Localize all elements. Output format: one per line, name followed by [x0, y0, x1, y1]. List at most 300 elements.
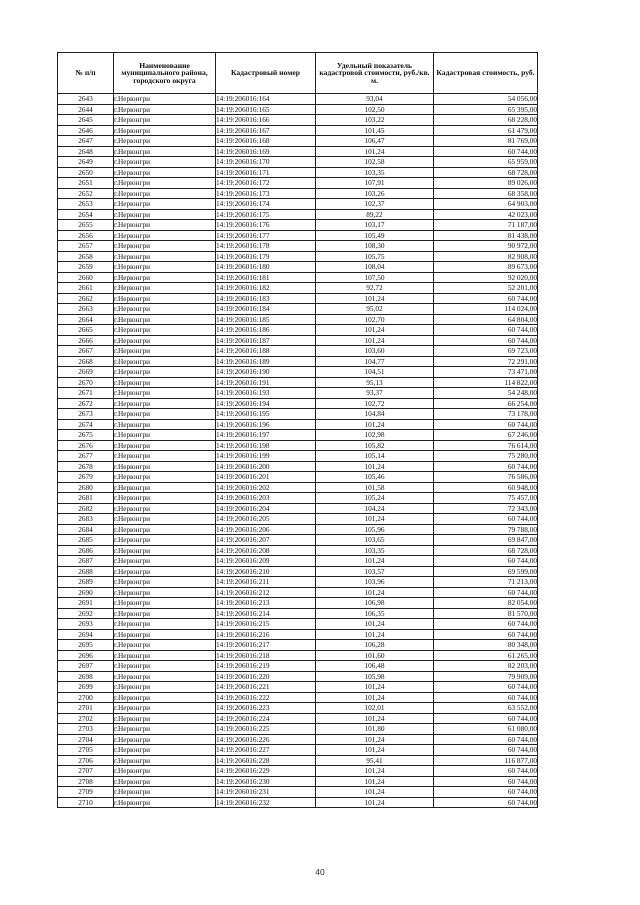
- cadastral-number-cell: 14:19:206016:167: [216, 125, 316, 136]
- table-row: [58, 388, 538, 399]
- municipality-cell: г.Нерюнгри: [114, 524, 216, 535]
- unit-value-cell: 103,35: [316, 167, 434, 178]
- cadastral-number-cell: 14:19:206016:229: [216, 766, 316, 777]
- municipality-cell: г.Нерюнгри: [114, 755, 216, 766]
- municipality-cell: г.Нерюнгри: [114, 157, 216, 168]
- cadastral-value-cell: 60 744,00: [434, 419, 538, 430]
- row-number-cell: 2707: [58, 766, 114, 777]
- row-number-cell: 2682: [58, 503, 114, 514]
- unit-value-cell: 102,37: [316, 199, 434, 210]
- cadastral-number-cell: 14:19:206016:191: [216, 377, 316, 388]
- cadastral-value-cell: 89 026,00: [434, 178, 538, 189]
- cadastral-value-cell: 60 744,00: [434, 787, 538, 798]
- cadastral-value-cell: 60 744,00: [434, 745, 538, 756]
- cadastral-value-cell: 64 903,00: [434, 199, 538, 210]
- unit-value-cell: 107,50: [316, 272, 434, 283]
- cadastral-number-cell: 14:19:206016:187: [216, 335, 316, 346]
- cadastral-value-cell: 116 877,00: [434, 755, 538, 766]
- table-row: [58, 230, 538, 241]
- cadastral-number-cell: 14:19:206016:170: [216, 157, 316, 168]
- cadastral-value-cell: 61 479,00: [434, 125, 538, 136]
- unit-value-cell: 101,24: [316, 293, 434, 304]
- table-row: [58, 272, 538, 283]
- unit-value-cell: 104,24: [316, 503, 434, 514]
- table-row: [58, 776, 538, 787]
- cadastral-value-cell: 68 358,00: [434, 188, 538, 199]
- cadastral-value-table: [57, 52, 538, 808]
- table-header-row: [58, 53, 538, 94]
- table-row: [58, 619, 538, 630]
- municipality-cell: г.Нерюнгри: [114, 713, 216, 724]
- cadastral-value-cell: 69 723,00: [434, 346, 538, 357]
- unit-value-cell: 106,48: [316, 661, 434, 672]
- row-number-cell: 2683: [58, 514, 114, 525]
- cadastral-value-cell: 60 744,00: [434, 692, 538, 703]
- cadastral-number-cell: 14:19:206016:227: [216, 745, 316, 756]
- cadastral-number-cell: 14:19:206016:221: [216, 682, 316, 693]
- cadastral-value-cell: 42 023,00: [434, 209, 538, 220]
- table-body: [58, 94, 538, 808]
- unit-value-cell: 104,84: [316, 409, 434, 420]
- row-number-cell: 2670: [58, 377, 114, 388]
- municipality-cell: г.Нерюнгри: [114, 482, 216, 493]
- unit-value-cell: 101,45: [316, 125, 434, 136]
- cadastral-number-cell: 14:19:206016:185: [216, 314, 316, 325]
- cadastral-value-cell: 67 246,00: [434, 430, 538, 441]
- unit-value-cell: 103,60: [316, 346, 434, 357]
- row-number-cell: 2660: [58, 272, 114, 283]
- row-number-cell: 2680: [58, 482, 114, 493]
- row-number-cell: 2693: [58, 619, 114, 630]
- table-row: [58, 661, 538, 672]
- table-row: [58, 367, 538, 378]
- cadastral-number-cell: 14:19:206016:217: [216, 640, 316, 651]
- unit-value-cell: 106,28: [316, 640, 434, 651]
- cadastral-value-cell: 54 248,00: [434, 388, 538, 399]
- row-number-cell: 2676: [58, 440, 114, 451]
- cadastral-value-cell: 71 213,00: [434, 577, 538, 588]
- municipality-cell: г.Нерюнгри: [114, 188, 216, 199]
- row-number-cell: 2688: [58, 566, 114, 577]
- table-row: [58, 514, 538, 525]
- unit-value-cell: 101,24: [316, 587, 434, 598]
- cadastral-value-cell: 64 804,00: [434, 314, 538, 325]
- table-row: [58, 356, 538, 367]
- row-number-cell: 2646: [58, 125, 114, 136]
- municipality-cell: г.Нерюнгри: [114, 493, 216, 504]
- municipality-cell: г.Нерюнгри: [114, 272, 216, 283]
- municipality-cell: г.Нерюнгри: [114, 682, 216, 693]
- cadastral-number-cell: 14:19:206016:198: [216, 440, 316, 451]
- cadastral-number-cell: 14:19:206016:176: [216, 220, 316, 231]
- municipality-cell: г.Нерюнгри: [114, 178, 216, 189]
- municipality-cell: г.Нерюнгри: [114, 608, 216, 619]
- unit-value-cell: 103,65: [316, 535, 434, 546]
- row-number-cell: 2685: [58, 535, 114, 546]
- table-row: [58, 167, 538, 178]
- cadastral-number-cell: 14:19:206016:180: [216, 262, 316, 273]
- unit-value-cell: 92,72: [316, 283, 434, 294]
- cadastral-value-cell: 60 744,00: [434, 682, 538, 693]
- unit-value-cell: 102,98: [316, 430, 434, 441]
- unit-value-cell: 102,72: [316, 398, 434, 409]
- municipality-cell: г.Нерюнгри: [114, 146, 216, 157]
- cadastral-value-cell: 68 228,00: [434, 115, 538, 126]
- municipality-cell: г.Нерюнгри: [114, 314, 216, 325]
- cadastral-value-cell: 76 614,00: [434, 440, 538, 451]
- cadastral-value-cell: 69 599,00: [434, 566, 538, 577]
- cadastral-value-cell: 60 744,00: [434, 797, 538, 808]
- row-number-cell: 2700: [58, 692, 114, 703]
- cadastral-value-cell: 89 673,00: [434, 262, 538, 273]
- unit-value-cell: 105,46: [316, 472, 434, 483]
- cadastral-value-cell: 54 056,00: [434, 94, 538, 105]
- cadastral-number-cell: 14:19:206016:179: [216, 251, 316, 262]
- row-number-cell: 2690: [58, 587, 114, 598]
- cadastral-value-cell: 60 744,00: [434, 325, 538, 336]
- unit-value-cell: 102,50: [316, 104, 434, 115]
- municipality-cell: г.Нерюнгри: [114, 745, 216, 756]
- row-number-cell: 2647: [58, 136, 114, 147]
- municipality-cell: г.Нерюнгри: [114, 136, 216, 147]
- row-number-cell: 2695: [58, 640, 114, 651]
- cadastral-value-cell: 60 744,00: [434, 514, 538, 525]
- cadastral-number-cell: 14:19:206016:195: [216, 409, 316, 420]
- cadastral-number-cell: 14:19:206016:231: [216, 787, 316, 798]
- table-row: [58, 713, 538, 724]
- cadastral-number-cell: 14:19:206016:193: [216, 388, 316, 399]
- cadastral-number-cell: 14:19:206016:171: [216, 167, 316, 178]
- cadastral-number-cell: 14:19:206016:210: [216, 566, 316, 577]
- municipality-cell: г.Нерюнгри: [114, 566, 216, 577]
- cadastral-value-cell: 60 744,00: [434, 619, 538, 630]
- cadastral-value-cell: 63 552,00: [434, 703, 538, 714]
- cadastral-number-cell: 14:19:206016:189: [216, 356, 316, 367]
- table-row: [58, 503, 538, 514]
- table-row: [58, 797, 538, 808]
- table-row: [58, 566, 538, 577]
- row-number-cell: 2704: [58, 734, 114, 745]
- header-row-number: № п/п: [58, 53, 114, 94]
- table-row: [58, 178, 538, 189]
- table-row: [58, 598, 538, 609]
- cadastral-number-cell: 14:19:206016:194: [216, 398, 316, 409]
- unit-value-cell: 101,24: [316, 745, 434, 756]
- header-municipality: Наименование муниципального района, городского округа: [114, 53, 216, 94]
- cadastral-number-cell: 14:19:206016:207: [216, 535, 316, 546]
- table-row: [58, 157, 538, 168]
- row-number-cell: 2675: [58, 430, 114, 441]
- unit-value-cell: 105,24: [316, 493, 434, 504]
- cadastral-number-cell: 14:19:206016:182: [216, 283, 316, 294]
- unit-value-cell: 89,22: [316, 209, 434, 220]
- row-number-cell: 2681: [58, 493, 114, 504]
- table-row: [58, 703, 538, 714]
- cadastral-value-cell: 72 343,00: [434, 503, 538, 514]
- cadastral-number-cell: 14:19:206016:200: [216, 461, 316, 472]
- municipality-cell: г.Нерюнгри: [114, 577, 216, 588]
- table-row: [58, 94, 538, 105]
- row-number-cell: 2651: [58, 178, 114, 189]
- table-row: [58, 608, 538, 619]
- cadastral-value-cell: 81 769,00: [434, 136, 538, 147]
- cadastral-value-cell: 80 348,00: [434, 640, 538, 651]
- header-unit-cadastral-value: Удельный показатель кадастровой стоимости, руб./кв. м.: [316, 53, 434, 94]
- cadastral-number-cell: 14:19:206016:223: [216, 703, 316, 714]
- row-number-cell: 2665: [58, 325, 114, 336]
- unit-value-cell: 103,35: [316, 545, 434, 556]
- cadastral-number-cell: 14:19:206016:202: [216, 482, 316, 493]
- cadastral-number-cell: 14:19:206016:184: [216, 304, 316, 315]
- unit-value-cell: 101,60: [316, 650, 434, 661]
- table-row: [58, 251, 538, 262]
- cadastral-value-cell: 81 570,00: [434, 608, 538, 619]
- cadastral-value-cell: 60 744,00: [434, 587, 538, 598]
- municipality-cell: г.Нерюнгри: [114, 356, 216, 367]
- municipality-cell: г.Нерюнгри: [114, 325, 216, 336]
- row-number-cell: 2674: [58, 419, 114, 430]
- municipality-cell: г.Нерюнгри: [114, 619, 216, 630]
- cadastral-number-cell: 14:19:206016:177: [216, 230, 316, 241]
- table-row: [58, 461, 538, 472]
- cadastral-value-cell: 81 438,00: [434, 230, 538, 241]
- unit-value-cell: 101,24: [316, 556, 434, 567]
- table-row: [58, 682, 538, 693]
- table-row: [58, 136, 538, 147]
- municipality-cell: г.Нерюнгри: [114, 587, 216, 598]
- cadastral-number-cell: 14:19:206016:212: [216, 587, 316, 598]
- cadastral-value-cell: 69 847,00: [434, 535, 538, 546]
- cadastral-number-cell: 14:19:206016:174: [216, 199, 316, 210]
- cadastral-number-cell: 14:19:206016:169: [216, 146, 316, 157]
- cadastral-value-cell: 52 201,00: [434, 283, 538, 294]
- table-row: [58, 346, 538, 357]
- row-number-cell: 2659: [58, 262, 114, 273]
- unit-value-cell: 93,04: [316, 94, 434, 105]
- cadastral-number-cell: 14:19:206016:215: [216, 619, 316, 630]
- unit-value-cell: 101,24: [316, 419, 434, 430]
- municipality-cell: г.Нерюнгри: [114, 671, 216, 682]
- unit-value-cell: 101,24: [316, 682, 434, 693]
- cadastral-number-cell: 14:19:206016:201: [216, 472, 316, 483]
- unit-value-cell: 101,24: [316, 713, 434, 724]
- municipality-cell: г.Нерюнгри: [114, 209, 216, 220]
- municipality-cell: г.Нерюнгри: [114, 650, 216, 661]
- cadastral-number-cell: 14:19:206016:216: [216, 629, 316, 640]
- cadastral-value-cell: 82 908,00: [434, 251, 538, 262]
- cadastral-number-cell: 14:19:206016:214: [216, 608, 316, 619]
- municipality-cell: г.Нерюнгри: [114, 472, 216, 483]
- cadastral-value-cell: 60 744,00: [434, 293, 538, 304]
- table-row: [58, 629, 538, 640]
- unit-value-cell: 101,80: [316, 724, 434, 735]
- unit-value-cell: 101,24: [316, 325, 434, 336]
- table-row: [58, 640, 538, 651]
- municipality-cell: г.Нерюнгри: [114, 367, 216, 378]
- row-number-cell: 2655: [58, 220, 114, 231]
- cadastral-number-cell: 14:19:206016:230: [216, 776, 316, 787]
- cadastral-number-cell: 14:19:206016:209: [216, 556, 316, 567]
- unit-value-cell: 106,98: [316, 598, 434, 609]
- cadastral-number-cell: 14:19:206016:226: [216, 734, 316, 745]
- cadastral-number-cell: 14:19:206016:196: [216, 419, 316, 430]
- cadastral-number-cell: 14:19:206016:199: [216, 451, 316, 462]
- municipality-cell: г.Нерюнгри: [114, 388, 216, 399]
- cadastral-value-cell: 79 909,00: [434, 671, 538, 682]
- table-row: [58, 650, 538, 661]
- row-number-cell: 2697: [58, 661, 114, 672]
- cadastral-number-cell: 14:19:206016:205: [216, 514, 316, 525]
- cadastral-value-cell: 114 822,00: [434, 377, 538, 388]
- municipality-cell: г.Нерюнгри: [114, 514, 216, 525]
- cadastral-value-cell: 60 744,00: [434, 713, 538, 724]
- table-row: [58, 220, 538, 231]
- row-number-cell: 2662: [58, 293, 114, 304]
- municipality-cell: г.Нерюнгри: [114, 230, 216, 241]
- row-number-cell: 2650: [58, 167, 114, 178]
- table-row: [58, 556, 538, 567]
- row-number-cell: 2667: [58, 346, 114, 357]
- row-number-cell: 2666: [58, 335, 114, 346]
- municipality-cell: г.Нерюнгри: [114, 398, 216, 409]
- cadastral-value-cell: 60 948,00: [434, 482, 538, 493]
- row-number-cell: 2698: [58, 671, 114, 682]
- row-number-cell: 2661: [58, 283, 114, 294]
- municipality-cell: г.Нерюнгри: [114, 283, 216, 294]
- row-number-cell: 2652: [58, 188, 114, 199]
- row-number-cell: 2696: [58, 650, 114, 661]
- municipality-cell: г.Нерюнгри: [114, 503, 216, 514]
- table-row: [58, 199, 538, 210]
- municipality-cell: г.Нерюнгри: [114, 734, 216, 745]
- municipality-cell: г.Нерюнгри: [114, 94, 216, 105]
- unit-value-cell: 108,04: [316, 262, 434, 273]
- unit-value-cell: 106,47: [316, 136, 434, 147]
- row-number-cell: 2708: [58, 776, 114, 787]
- cadastral-number-cell: 14:19:206016:213: [216, 598, 316, 609]
- municipality-cell: г.Нерюнгри: [114, 409, 216, 420]
- cadastral-value-cell: 71 187,00: [434, 220, 538, 231]
- table-row: [58, 493, 538, 504]
- table-row: [58, 104, 538, 115]
- unit-value-cell: 101,24: [316, 766, 434, 777]
- table-row: [58, 440, 538, 451]
- table-row: [58, 419, 538, 430]
- unit-value-cell: 101,24: [316, 734, 434, 745]
- cadastral-number-cell: 14:19:206016:173: [216, 188, 316, 199]
- row-number-cell: 2709: [58, 787, 114, 798]
- row-number-cell: 2643: [58, 94, 114, 105]
- row-number-cell: 2678: [58, 461, 114, 472]
- cadastral-number-cell: 14:19:206016:197: [216, 430, 316, 441]
- table-row: [58, 262, 538, 273]
- table-row: [58, 188, 538, 199]
- cadastral-number-cell: 14:19:206016:181: [216, 272, 316, 283]
- unit-value-cell: 104,77: [316, 356, 434, 367]
- table-row: [58, 587, 538, 598]
- table-row: [58, 293, 538, 304]
- cadastral-value-cell: 60 744,00: [434, 776, 538, 787]
- row-number-cell: 2694: [58, 629, 114, 640]
- row-number-cell: 2663: [58, 304, 114, 315]
- cadastral-number-cell: 14:19:206016:225: [216, 724, 316, 735]
- table-row: [58, 398, 538, 409]
- table-row: [58, 335, 538, 346]
- unit-value-cell: 104,51: [316, 367, 434, 378]
- cadastral-value-cell: 75 457,00: [434, 493, 538, 504]
- row-number-cell: 2657: [58, 241, 114, 252]
- table-row: [58, 524, 538, 535]
- cadastral-value-cell: 60 744,00: [434, 766, 538, 777]
- cadastral-number-cell: 14:19:206016:166: [216, 115, 316, 126]
- cadastral-value-cell: 76 586,00: [434, 472, 538, 483]
- cadastral-number-cell: 14:19:206016:218: [216, 650, 316, 661]
- municipality-cell: г.Нерюнгри: [114, 661, 216, 672]
- table-row: [58, 209, 538, 220]
- row-number-cell: 2653: [58, 199, 114, 210]
- cadastral-value-cell: 60 744,00: [434, 146, 538, 157]
- unit-value-cell: 101,24: [316, 692, 434, 703]
- cadastral-number-cell: 14:19:206016:190: [216, 367, 316, 378]
- unit-value-cell: 101,24: [316, 787, 434, 798]
- row-number-cell: 2649: [58, 157, 114, 168]
- row-number-cell: 2703: [58, 724, 114, 735]
- municipality-cell: г.Нерюнгри: [114, 451, 216, 462]
- cadastral-value-cell: 65 959,00: [434, 157, 538, 168]
- cadastral-value-cell: 68 728,00: [434, 167, 538, 178]
- table-row: [58, 283, 538, 294]
- unit-value-cell: 105,96: [316, 524, 434, 535]
- unit-value-cell: 102,58: [316, 157, 434, 168]
- unit-value-cell: 103,17: [316, 220, 434, 231]
- cadastral-value-cell: 114 024,00: [434, 304, 538, 315]
- row-number-cell: 2645: [58, 115, 114, 126]
- table-row: [58, 724, 538, 735]
- municipality-cell: г.Нерюнгри: [114, 776, 216, 787]
- cadastral-value-cell: 65 395,00: [434, 104, 538, 115]
- municipality-cell: г.Нерюнгри: [114, 262, 216, 273]
- unit-value-cell: 102,70: [316, 314, 434, 325]
- municipality-cell: г.Нерюнгри: [114, 241, 216, 252]
- municipality-cell: г.Нерюнгри: [114, 419, 216, 430]
- table-row: [58, 409, 538, 420]
- cadastral-value-cell: 92 020,00: [434, 272, 538, 283]
- table-row: [58, 734, 538, 745]
- unit-value-cell: 95,02: [316, 304, 434, 315]
- unit-value-cell: 101,24: [316, 797, 434, 808]
- cadastral-value-cell: 60 744,00: [434, 461, 538, 472]
- cadastral-number-cell: 14:19:206016:168: [216, 136, 316, 147]
- cadastral-number-cell: 14:19:206016:188: [216, 346, 316, 357]
- table-row: [58, 545, 538, 556]
- cadastral-number-cell: 14:19:206016:186: [216, 325, 316, 336]
- table-row: [58, 314, 538, 325]
- municipality-cell: г.Нерюнгри: [114, 545, 216, 556]
- municipality-cell: г.Нерюнгри: [114, 787, 216, 798]
- table-row: [58, 766, 538, 777]
- row-number-cell: 2699: [58, 682, 114, 693]
- unit-value-cell: 106,35: [316, 608, 434, 619]
- cadastral-value-cell: 73 471,00: [434, 367, 538, 378]
- table-row: [58, 692, 538, 703]
- municipality-cell: г.Нерюнгри: [114, 556, 216, 567]
- table-row: [58, 125, 538, 136]
- unit-value-cell: 95,13: [316, 377, 434, 388]
- unit-value-cell: 108,30: [316, 241, 434, 252]
- row-number-cell: 2654: [58, 209, 114, 220]
- row-number-cell: 2687: [58, 556, 114, 567]
- unit-value-cell: 101,58: [316, 482, 434, 493]
